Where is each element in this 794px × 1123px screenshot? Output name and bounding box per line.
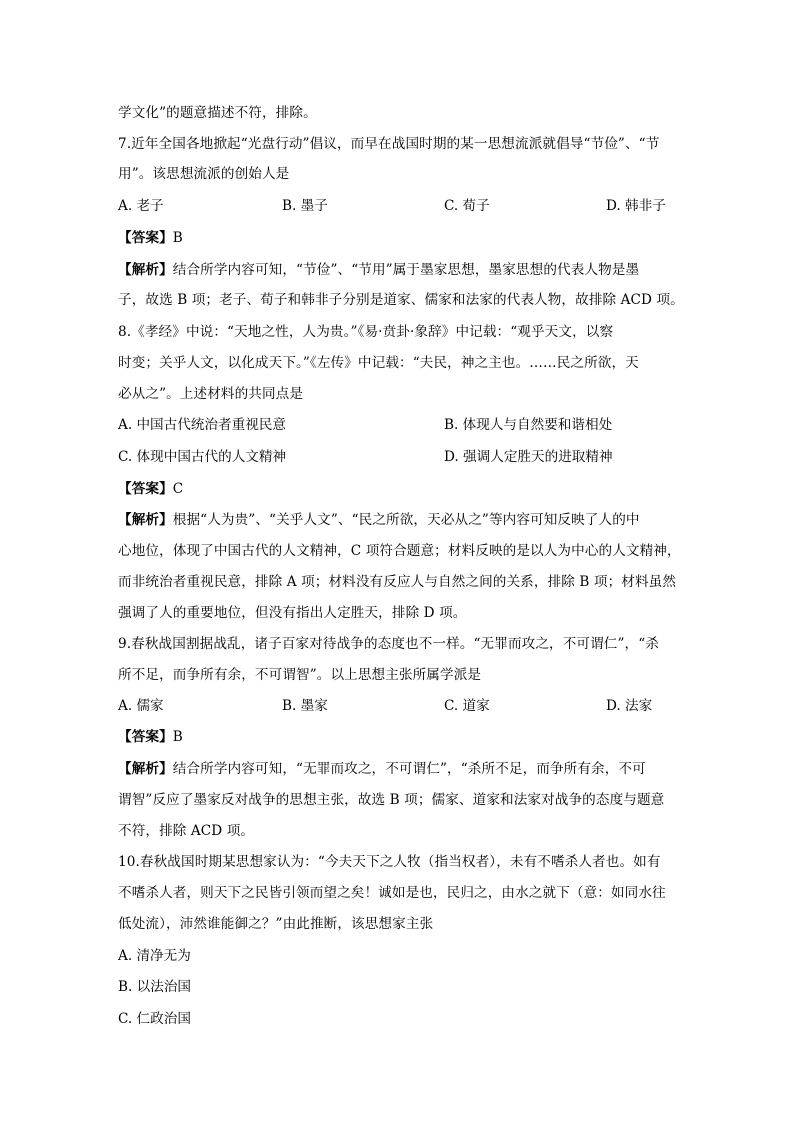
answer-value: B <box>172 230 183 246</box>
q7-option-d: D. 韩非子 <box>606 198 666 214</box>
analysis-text-cont: 心地位，体现了中国古代的人文精神，C 项符合题意；材料反映的是以人为中心的人文精神， <box>118 543 681 559</box>
analysis-text-cont: 而非统治者重视民意，排除 A 项；材料没有反应人与自然之间的关系，排除 B 项；材料虽然 <box>118 574 677 590</box>
question-10-stem-cont: 不嗜杀人者，则天下之民皆引领而望之矣！诚如是也，民归之，由水之就下（意：如同水往 <box>118 885 666 901</box>
analysis-text: 结合所学内容可知，“节俭”、“节用”属于墨家思想，墨家思想的代表人物是墨 <box>172 262 640 278</box>
q7-option-a: A. 老子 <box>118 198 164 214</box>
question-8-stem: 8.《孝经》中说：“天地之性，人为贵。”《易·贲卦·象辞》中记载：“观乎天文，以察 <box>118 324 614 340</box>
question-9-stem-cont: 所不足，而争所有余，不可谓智”。以上思想主张所属学派是 <box>118 667 482 683</box>
analysis-text-cont: 不符，排除 ACD 项。 <box>118 823 255 839</box>
q8-option-d: D. 强调人定胜天的进取精神 <box>444 449 613 465</box>
analysis-text: 根据“人为贵”、“关乎人文”、“民之所欲，天必从之”等内容可知反映了人的中 <box>172 512 640 528</box>
question-10-stem: 10.春秋战国时期某思想家认为：“今夫天下之人牧（指当权者），未有不嗜杀人者也。如有 <box>118 854 661 870</box>
answer-label: 【答案】 <box>118 729 173 745</box>
answer-line <box>118 228 688 248</box>
q10-option-a: A. 清净无为 <box>118 948 191 964</box>
q10-option-b: B. 以法治国 <box>118 979 192 995</box>
analysis-text-cont: 子，故选 B 项；老子、荀子和韩非子分别是道家、儒家和法家的代表人物，故排除 ACD 项。 <box>118 292 684 308</box>
question-8-stem-cont: 必从之”。上述材料的共同点是 <box>118 386 304 402</box>
analysis-label: 【解析】 <box>118 761 173 777</box>
text-line: 学文化”的题意描述不符，排除。 <box>118 105 317 121</box>
analysis-text-cont: 强调了人的重要地位，但没有指出人定胜天，排除 D 项。 <box>118 605 467 621</box>
analysis-label: 【解析】 <box>118 512 173 528</box>
q8-option-a: A. 中国古代统治者重视民意 <box>118 417 286 433</box>
question-7-stem-cont: 用”。该思想流派的创始人是 <box>118 166 290 182</box>
question-10-stem-cont: 低处流），沛然谁能御之？”由此推断，该思想家主张 <box>118 916 434 932</box>
q9-option-d: D. 法家 <box>606 698 653 714</box>
analysis-line <box>118 759 688 779</box>
question-7-stem: 7.近年全国各地掀起“光盘行动”倡议，而早在战国时期的某一思想流派就倡导“节俭”、“节 <box>118 136 660 152</box>
analysis-line <box>118 510 688 530</box>
answer-line <box>118 479 688 499</box>
q10-option-c: C. 仁政治国 <box>118 1011 191 1027</box>
answer-label: 【答案】 <box>118 481 173 497</box>
question-9-stem: 9.春秋战国割据战乱，诸子百家对待战争的态度也不一样。“无罪而攻之，不可谓仁”，“杀 <box>118 636 659 652</box>
analysis-label: 【解析】 <box>118 262 173 278</box>
answer-label: 【答案】 <box>118 230 173 246</box>
q8-option-b: B. 体现人与自然要和谐相处 <box>444 417 613 433</box>
q9-option-c: C. 道家 <box>444 698 490 714</box>
question-8-stem-cont: 时变；关乎人文，以化成天下。”《左传》中记载：“夫民，神之主也。……民之所欲，天 <box>118 355 639 371</box>
q7-option-b: B. 墨子 <box>282 198 328 214</box>
answer-value: C <box>172 481 184 497</box>
analysis-text: 结合所学内容可知，“无罪而攻之，不可谓仁”，“杀所不足，而争所有余，不可 <box>172 761 646 777</box>
answer-value: B <box>172 729 183 745</box>
q8-option-c: C. 体现中国古代的人文精神 <box>118 449 287 465</box>
analysis-line <box>118 260 688 280</box>
answer-line <box>118 727 688 747</box>
q9-option-b: B. 墨家 <box>282 698 328 714</box>
q9-option-a: A. 儒家 <box>118 698 164 714</box>
q7-option-c: C. 荀子 <box>444 198 490 214</box>
analysis-text-cont: 谓智”反应了墨家反对战争的思想主张，故选 B 项；儒家、道家和法家对战争的态度与题意 <box>118 792 665 808</box>
